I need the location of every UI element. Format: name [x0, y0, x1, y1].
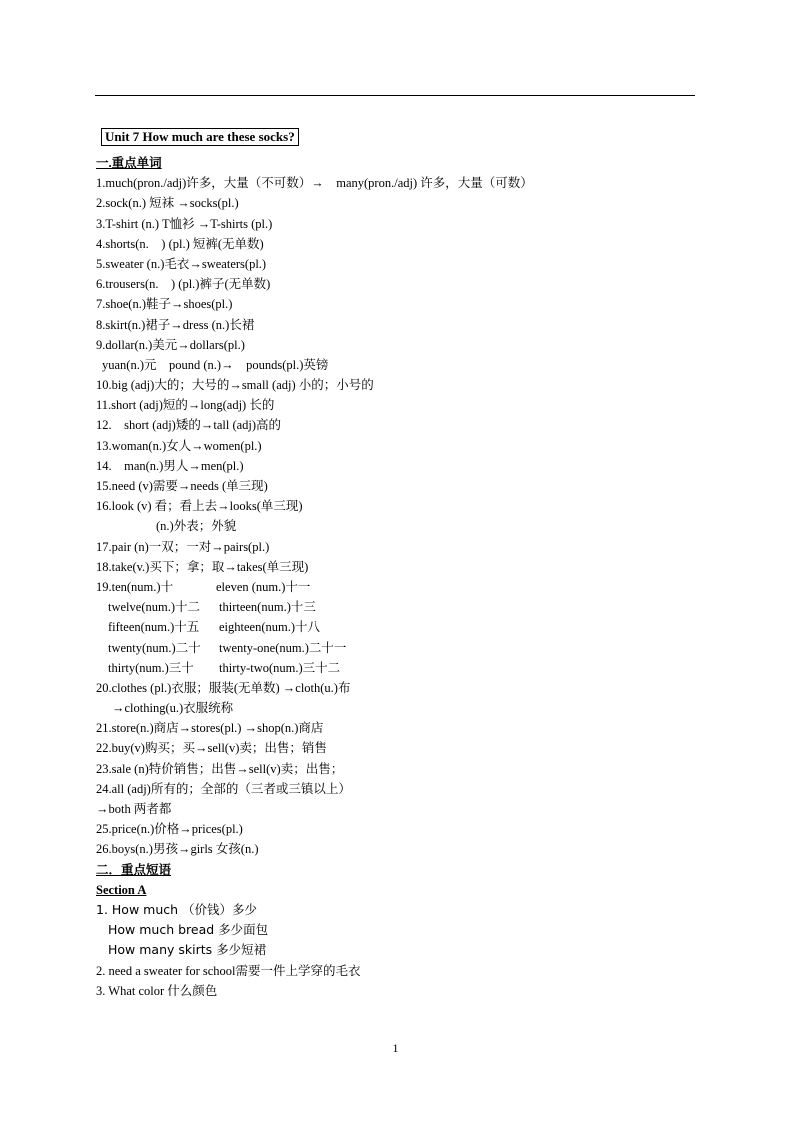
document-body [96, 153, 736, 1001]
word-entry: 15.need (v)需要→needs (单三现) [96, 479, 268, 493]
number-entry: twenty-one(num.)二十一 [219, 640, 347, 655]
word-entry: (n.)外表；外貌 [156, 519, 237, 534]
number-entry: thirty(num.)三十 [108, 660, 194, 675]
word-entry: →clothing(u.)衣服统称 [112, 701, 234, 716]
word-entry: 14. man(n.)男人→men(pl.) [96, 458, 244, 473]
word-entry: 22.buy(v)购买；买→sell(v)卖；出售；销售 [96, 741, 327, 756]
word-entry: 18.take(v.)买下；拿；取→takes(单三现) [96, 559, 309, 574]
word-entry: 8.skirt(n.)裙子→dress (n.)长裙 [96, 317, 255, 332]
number-row [96, 617, 736, 637]
section-heading-phrases: 二．重点短语 [96, 862, 172, 877]
number-entry: twelve(num.)十二 [108, 600, 200, 615]
page-number: 1 [392, 1041, 399, 1055]
unit-title: Unit 7 How much are these socks? [101, 128, 299, 146]
number-row [96, 597, 736, 617]
number-entry: twenty(num.)二十 [108, 640, 201, 655]
section-heading-words: 一.重点单词 [96, 156, 162, 170]
word-entry: 2.sock(n.) 短袜 →socks(pl.) [96, 196, 239, 211]
header-rule [95, 95, 695, 96]
word-entry: yuan(n.)元 pound (n.)→ pounds(pl.)英镑 [102, 357, 329, 372]
word-entry: 9.dollar(n.)美元→dollars(pl.) [96, 337, 245, 352]
phrase-entry: How many skirts 多少短裙 [108, 942, 267, 958]
word-entry: 3.T-shirt (n.) T恤衫 →T-shirts (pl.) [96, 216, 273, 231]
word-entry: 11.short (adj)短的→long(adj) 长的 [96, 398, 275, 413]
number-row [96, 658, 736, 678]
phrase-entry: 2. need a sweater for school需要一件上学穿的毛衣 [96, 963, 361, 978]
number-entry: fifteen(num.)十五 [108, 620, 200, 635]
number-entry: eighteen(num.)十八 [219, 620, 321, 635]
word-entry: 6.trousers(n. ) (pl.)裤子(无单数) [96, 277, 271, 292]
word-entry: →both 两者都 [96, 802, 172, 816]
word-entry: 7.shoe(n.)鞋子→shoes(pl.) [96, 297, 233, 312]
number-entry: thirty-two(num.)三十二 [219, 660, 341, 675]
word-entry: 4.shorts(n. ) (pl.) 短裤(无单数) [96, 236, 264, 251]
word-entry: 13.woman(n.)女人→women(pl.) [96, 438, 262, 453]
phrase-entry: 3. What color 什么颜色 [96, 983, 218, 998]
number-row [96, 638, 736, 658]
word-entry: 5.sweater (n.)毛衣→sweaters(pl.) [96, 256, 267, 271]
word-entry: 24.all (adj)所有的；全部的（三者或三镇以上） [96, 781, 351, 796]
word-entry: 12. short (adj)矮的→tall (adj)高的 [96, 418, 282, 433]
word-entry: 21.store(n.)商店→stores(pl.) →shop(n.)商店 [96, 721, 324, 736]
word-entry: 26.boys(n.)男孩→girls 女孩(n.) [96, 842, 259, 857]
word-entry: 23.sale (n)特价销售；出售→sell(v)卖；出售； [96, 761, 344, 776]
word-entry: 1.much(pron./adj)许多，大量（不可数）→ many(pron./adj) 许多，大量（可数） [96, 176, 533, 191]
number-entry: 19.ten(num.)十 [96, 579, 174, 594]
word-entry: 16.look (v) 看；看上去→looks(单三现) [96, 499, 303, 514]
word-entry: 20.clothes (pl.)衣服；服装(无单数) →cloth(u.)布 [96, 680, 351, 695]
phrase-entry: How much bread 多少面包 [108, 922, 269, 938]
phrase-entry: 1. How much （价钱）多少 [96, 901, 258, 917]
number-entry: eleven (num.)十一 [216, 579, 311, 594]
word-entry: 17.pair (n)一双；一对→pairs(pl.) [96, 539, 270, 554]
number-row [96, 577, 736, 597]
word-entry: 25.price(n.)价格→prices(pl.) [96, 822, 243, 837]
subsection-heading: Section A [96, 882, 147, 897]
number-entry: thirteen(num.)十三 [219, 600, 316, 615]
word-entry: 10.big (adj)大的；大号的→small (adj) 小的；小号的 [96, 378, 374, 393]
